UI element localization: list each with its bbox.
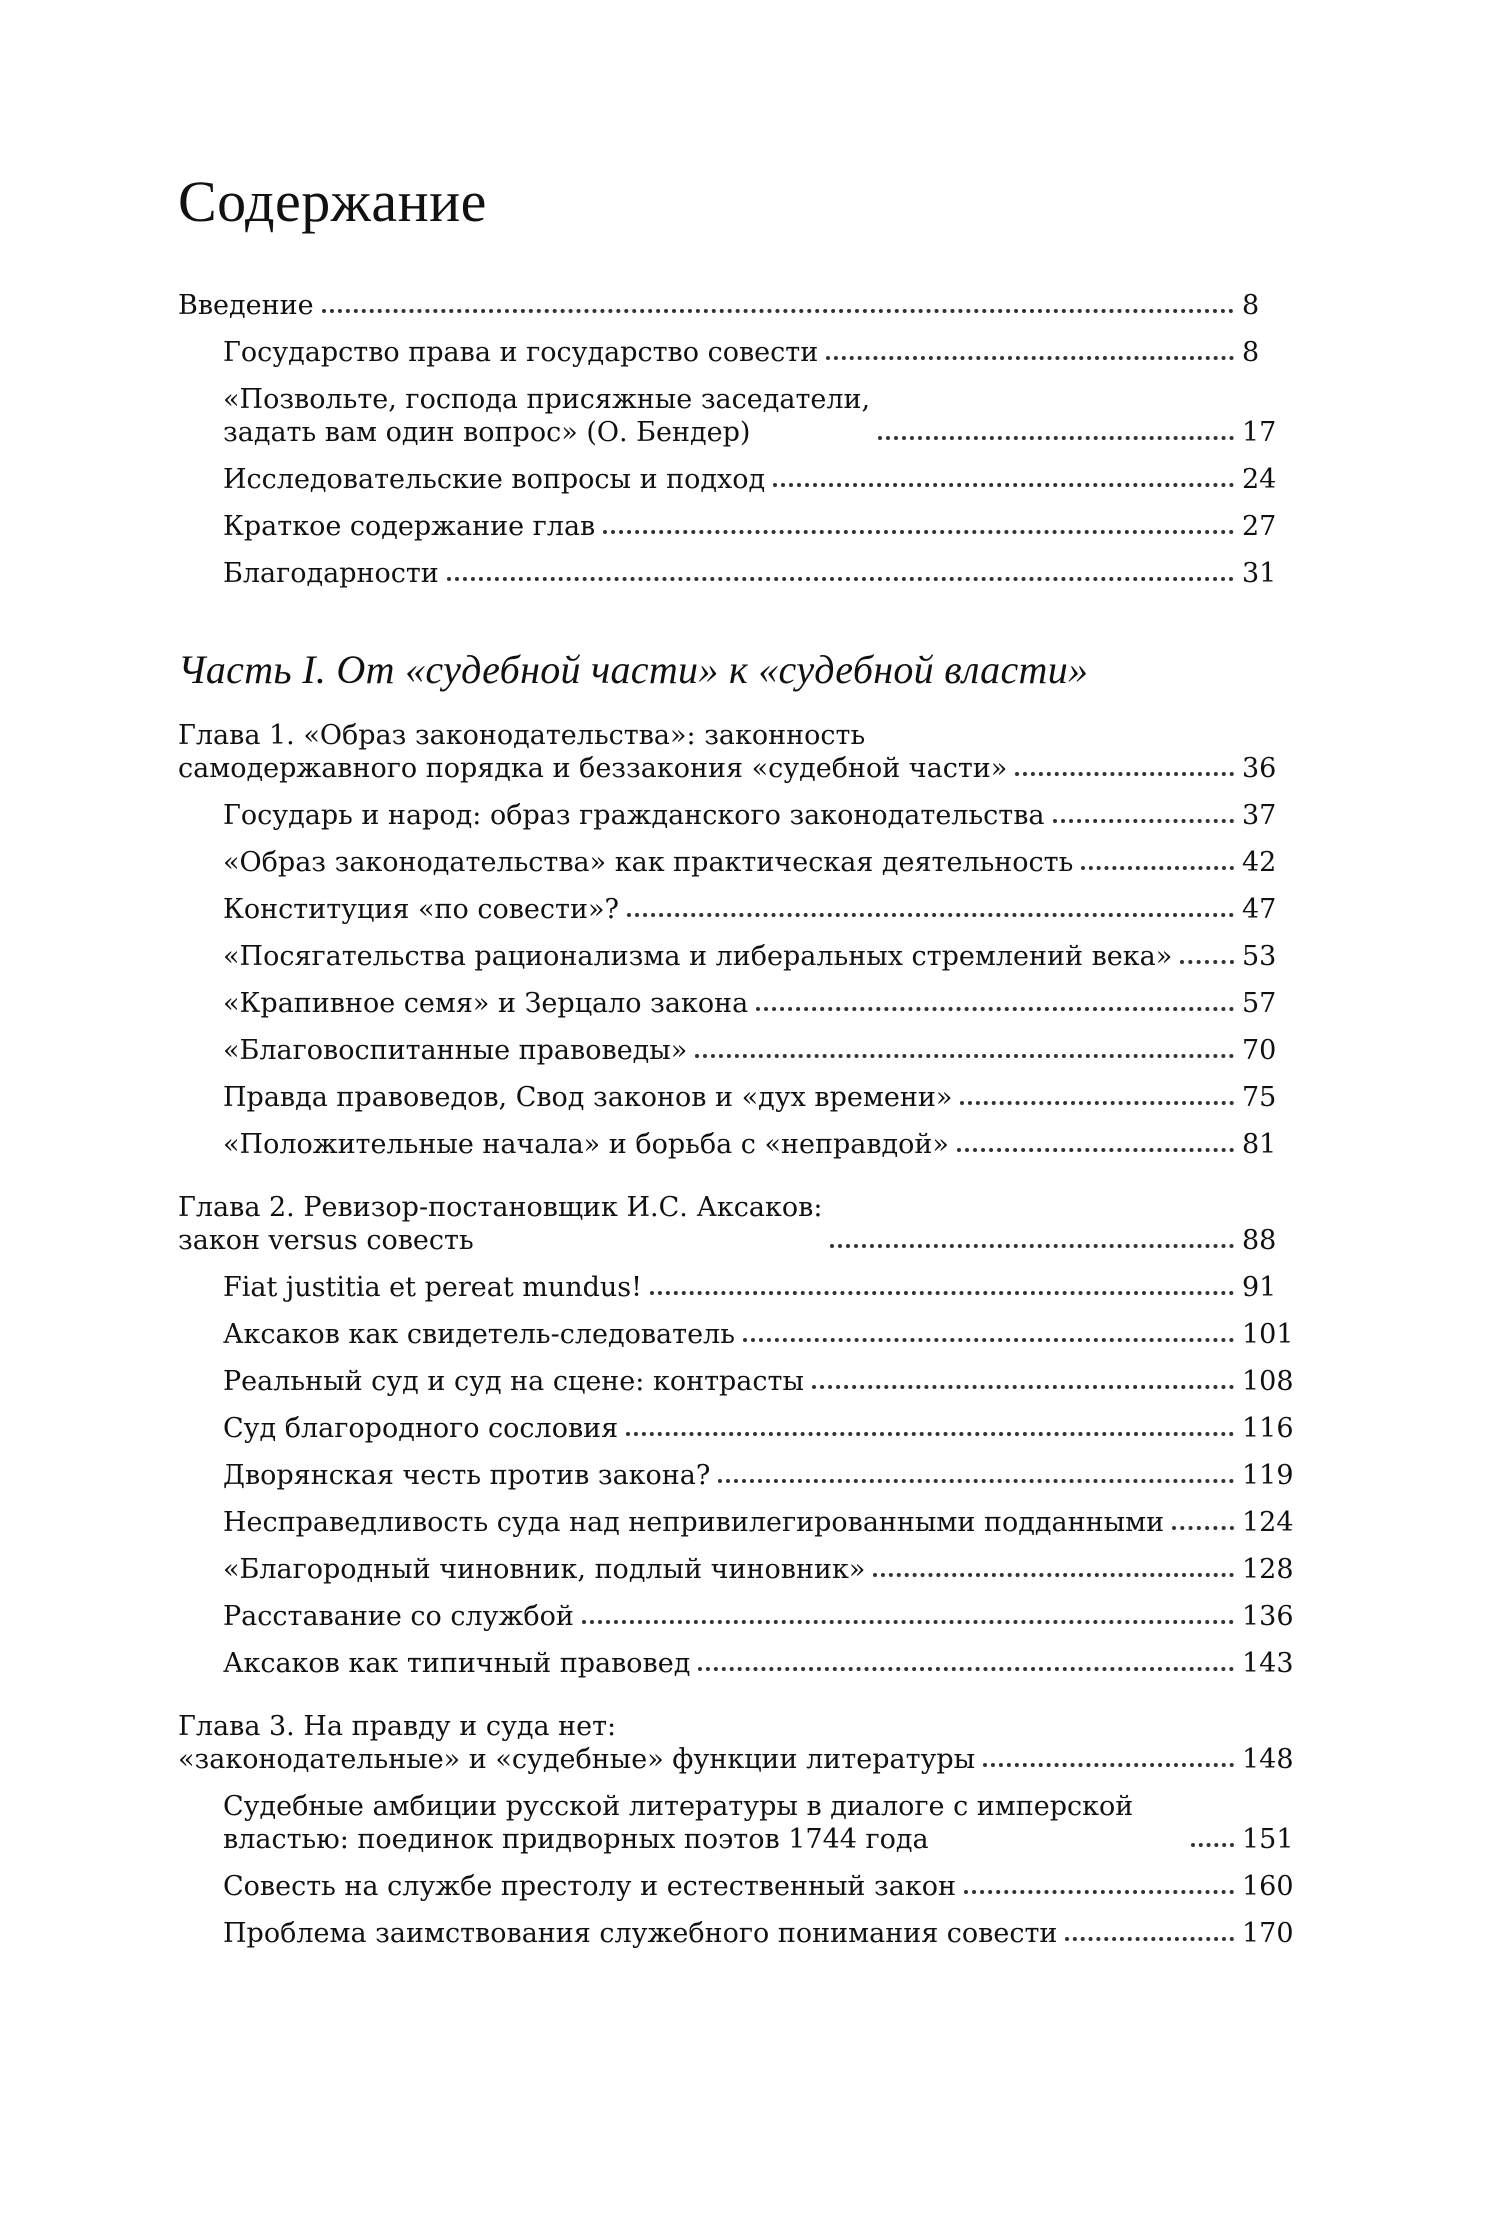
entry-label: Fiat justitia et pereat mundus!	[223, 1272, 643, 1303]
entry-label	[223, 383, 870, 449]
dot-leader	[718, 1479, 1234, 1483]
page-number: 8	[1242, 290, 1260, 321]
toc-entry-intro-4[interactable]	[178, 510, 1298, 543]
toc-entry-chapter-2[interactable]	[178, 1191, 1298, 1257]
entry-label: Реальный суд и суд на сцене: контрасты	[223, 1366, 804, 1397]
entry-label: «Положительные начала» и борьба с «неправдой»	[223, 1129, 949, 1160]
entry-label: «Крапивное семя» и Зерцало закона	[223, 988, 749, 1019]
page-number: 88	[1242, 1225, 1277, 1256]
dot-leader	[983, 1763, 1234, 1767]
page-number: 42	[1242, 847, 1277, 878]
dot-leader	[830, 1244, 1234, 1248]
dot-leader	[322, 309, 1234, 313]
page-number: 151	[1242, 1824, 1294, 1855]
toc-entry-ch1-7[interactable]	[178, 1081, 1298, 1114]
dot-leader	[1172, 1526, 1234, 1530]
page-number: 136	[1242, 1601, 1294, 1632]
toc-entry-intro[interactable]	[178, 289, 1298, 322]
dot-leader	[812, 1385, 1234, 1389]
page-number: 37	[1242, 800, 1277, 831]
entry-label: Аксаков как свидетель-следователь	[223, 1319, 735, 1350]
toc-entry-ch1-2[interactable]	[178, 846, 1298, 879]
dot-leader	[698, 1667, 1234, 1671]
entry-label: Конституция «по совести»?	[223, 894, 619, 925]
page-number: 75	[1242, 1082, 1277, 1113]
toc-entry-ch1-1[interactable]	[178, 799, 1298, 832]
toc-entry-ch3-3[interactable]	[178, 1917, 1298, 1950]
toc-entry-ch2-2[interactable]	[178, 1318, 1298, 1351]
entry-label: «Благородный чиновник, подлый чиновник»	[223, 1554, 866, 1585]
chapter-label	[178, 719, 1007, 785]
chapter-label	[178, 1710, 975, 1776]
toc-entry-ch2-7[interactable]	[178, 1553, 1298, 1586]
page-number: 101	[1242, 1319, 1294, 1350]
entry-label: Государь и народ: образ гражданского законодательства	[223, 800, 1045, 831]
dot-leader	[743, 1338, 1234, 1342]
chapter-label-line-1: Глава 1. «Образ законодательства»: законность	[178, 720, 866, 751]
toc-entry-intro-5[interactable]	[178, 557, 1298, 590]
entry-label: Благодарности	[223, 558, 439, 589]
page-number: 170	[1242, 1918, 1294, 1949]
dot-leader	[1065, 1937, 1234, 1941]
entry-label: «Благовоспитанные правоведы»	[223, 1035, 688, 1066]
entry-label: Суд благородного сословия	[223, 1413, 619, 1444]
chapter-label-line-2: закон versus совесть	[178, 1225, 474, 1256]
chapter-label-line-1: Глава 3. На правду и суда нет:	[178, 1711, 617, 1742]
dot-leader	[960, 1101, 1234, 1105]
chapter-label-line-1: Глава 2. Ревизор-постановщик И.С. Аксаков:	[178, 1192, 823, 1223]
page-number: 47	[1242, 894, 1277, 925]
entry-label: Судебные амбиции русской литературы в диалоге с имперской властью: поединок придворных поэтов 1744 года	[223, 1791, 1134, 1855]
page-number: 119	[1242, 1460, 1294, 1491]
entry-label: Аксаков как типичный правовед	[223, 1648, 691, 1679]
dot-leader	[1015, 772, 1234, 776]
toc-entry-ch1-8[interactable]	[178, 1128, 1298, 1161]
dot-leader	[826, 356, 1234, 360]
dot-leader	[1081, 866, 1234, 870]
toc-entry-ch2-5[interactable]	[178, 1459, 1298, 1492]
entry-label-line-2: задать вам один вопрос» (О. Бендер)	[223, 417, 751, 448]
entry-label: Правда правоведов, Свод законов и «дух времени»	[223, 1082, 953, 1113]
entry-label: Несправедливость суда над непривилегированными подданными	[223, 1507, 1165, 1538]
dot-leader	[964, 1890, 1234, 1894]
dot-leader	[447, 577, 1234, 581]
page-number: 148	[1242, 1744, 1294, 1775]
dot-leader	[1191, 1843, 1234, 1847]
page-number: 81	[1242, 1129, 1277, 1160]
dot-leader	[627, 913, 1234, 917]
dot-leader	[650, 1291, 1234, 1295]
entry-label: Краткое содержание глав	[223, 511, 596, 542]
toc-entry-ch2-4[interactable]	[178, 1412, 1298, 1445]
entry-label: Расставание со службой	[223, 1601, 574, 1632]
page-number: 24	[1242, 464, 1277, 495]
toc-entry-ch1-4[interactable]	[178, 940, 1298, 973]
toc-entry-ch3-1[interactable]	[178, 1790, 1298, 1856]
toc-entry-ch2-8[interactable]	[178, 1600, 1298, 1633]
toc-entry-intro-1[interactable]	[178, 336, 1298, 369]
entry-label: Совесть на службе престолу и естественный закон	[223, 1871, 956, 1902]
entry-label: Проблема заимствования служебного понимания совести	[223, 1918, 1058, 1949]
page-number: 31	[1242, 558, 1277, 589]
dot-leader	[873, 1573, 1234, 1577]
page-title: Содержание	[178, 169, 487, 234]
dot-leader	[582, 1620, 1234, 1624]
entry-label: «Посягательства рационализма и либеральных стремлений века»	[223, 941, 1173, 972]
dot-leader	[957, 1148, 1234, 1152]
toc-entry-ch2-1[interactable]	[178, 1271, 1298, 1304]
page-number: 124	[1242, 1507, 1294, 1538]
entry-label: Дворянская честь против закона?	[223, 1460, 711, 1491]
entry-label: Государство права и государство совести	[223, 337, 819, 368]
chapter-label	[178, 1191, 822, 1257]
page-number: 8	[1242, 337, 1260, 368]
entry-label: Введение	[178, 290, 314, 321]
dot-leader	[878, 436, 1234, 440]
dot-leader	[773, 483, 1234, 487]
toc-entry-ch2-6[interactable]	[178, 1506, 1298, 1539]
dot-leader	[603, 530, 1234, 534]
toc-entry-ch1-5[interactable]	[178, 987, 1298, 1020]
entry-label: «Образ законодательства» как практическая деятельность	[223, 847, 1074, 878]
toc-entry-ch2-9[interactable]	[178, 1647, 1298, 1680]
page-number: 160	[1242, 1871, 1294, 1902]
toc-entry-ch1-3[interactable]	[178, 893, 1298, 926]
dot-leader	[626, 1432, 1234, 1436]
entry-label-line-1: «Позвольте, господа присяжные заседатели,	[223, 384, 871, 415]
dot-leader	[695, 1054, 1234, 1058]
toc-entry-chapter-1[interactable]	[178, 719, 1298, 785]
page-number: 17	[1242, 417, 1277, 448]
dot-leader	[1180, 960, 1234, 964]
dot-leader	[756, 1007, 1234, 1011]
entry-label: Исследовательские вопросы и подход	[223, 464, 766, 495]
toc-entry-chapter-3[interactable]	[178, 1710, 1298, 1776]
page-number: 27	[1242, 511, 1277, 542]
page-number: 108	[1242, 1366, 1294, 1397]
page-number: 143	[1242, 1648, 1294, 1679]
toc-entry-intro-3[interactable]	[178, 463, 1298, 496]
chapter-label-line-2: самодержавного порядка и беззакония «судебной части»	[178, 753, 1008, 784]
toc-entry-ch1-6[interactable]	[178, 1034, 1298, 1067]
dot-leader	[1053, 819, 1234, 823]
toc-entry-intro-2[interactable]	[178, 383, 1298, 449]
page-number: 57	[1242, 988, 1277, 1019]
page-number: 53	[1242, 941, 1277, 972]
toc-entry-ch3-2[interactable]	[178, 1870, 1298, 1903]
part-title: Часть I. От «судебной части» к «судебной власти»	[178, 647, 1089, 692]
page-number: 116	[1242, 1413, 1294, 1444]
page-number: 91	[1242, 1272, 1277, 1303]
toc-page	[178, 168, 1298, 1964]
chapter-label-line-2: «законодательные» и «судебные» функции литературы	[178, 1744, 976, 1775]
page-number: 70	[1242, 1035, 1277, 1066]
toc-entry-ch2-3[interactable]	[178, 1365, 1298, 1398]
page-number: 36	[1242, 753, 1277, 784]
page-number: 128	[1242, 1554, 1294, 1585]
